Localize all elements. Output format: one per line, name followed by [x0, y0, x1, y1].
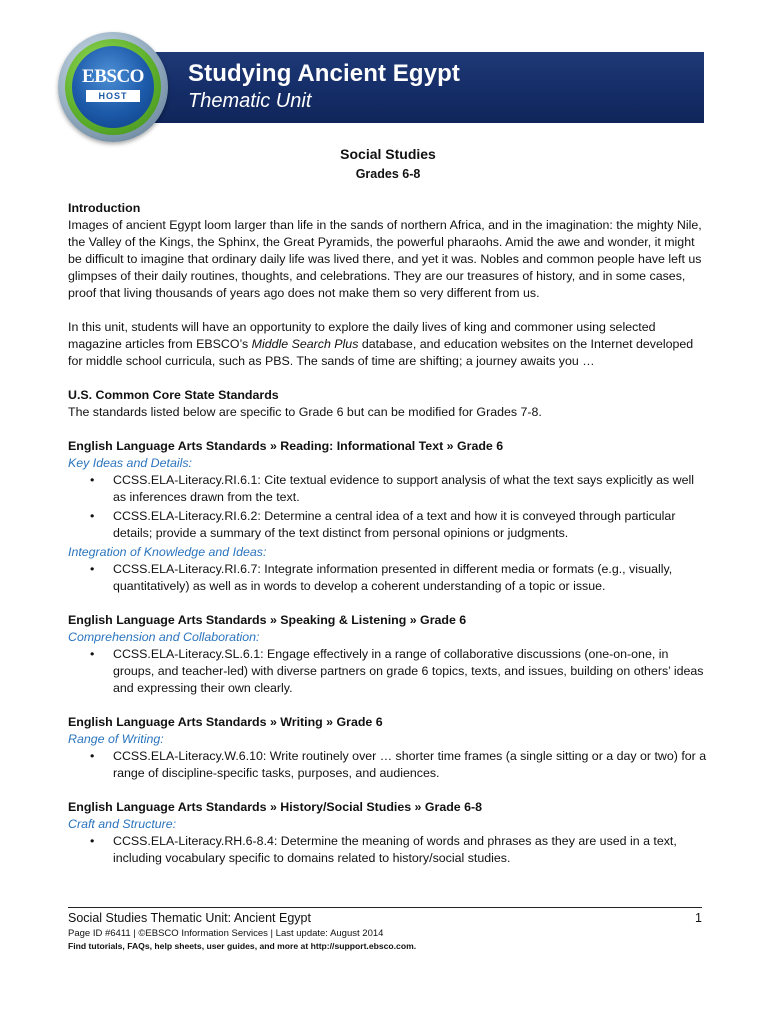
section-heading-writing: English Language Arts Standards » Writing » Grade 6	[68, 715, 383, 729]
intro-paragraph-2	[68, 319, 708, 370]
document-title: Studying Ancient Egypt	[188, 60, 460, 87]
grades-label: Grades 6-8	[355, 167, 421, 181]
standards-list	[68, 833, 708, 867]
intro-heading: Introduction	[68, 201, 141, 215]
standard-item: • CCSS.ELA-Literacy.RI.6.2: Determine a central idea of a text and how it is conveyed through particular details; provide a summary of the text distinct from personal opinions or judgments.	[113, 508, 708, 542]
subheading-comprehension: Comprehension and Collaboration:	[68, 630, 260, 644]
section-heading-reading: English Language Arts Standards » Reading: Informational Text » Grade 6	[68, 439, 504, 453]
document-subtitle: Thematic Unit	[188, 90, 312, 112]
subheading-range-of-writing: Range of Writing:	[68, 732, 164, 746]
standard-item: • CCSS.ELA-Literacy.SL.6.1: Engage effectively in a range of collaborative discussions (one-on-one, in groups, and teacher-led) with diverse partners on grade 6 topics, texts, and issues, building on others’ ideas and expressing their own clearly.	[113, 646, 708, 697]
database-name: Middle Search Plus	[251, 337, 359, 351]
standards-heading: U.S. Common Core State Standards	[68, 388, 279, 402]
intro-p2-text-b: database, and education websites on the Internet developed for middle school curricula, such as PBS. The sands of time are shifting; a journey awaits you …	[68, 337, 694, 368]
subheading-craft-structure: Craft and Structure:	[68, 817, 177, 831]
subject-title: Social Studies	[340, 146, 436, 162]
subheading-key-ideas: Key Ideas and Details:	[68, 456, 192, 470]
standards-intro: The standards listed below are specific to Grade 6 but can be modified for Grades 7-8.	[68, 405, 542, 419]
page-number: 1	[695, 911, 702, 925]
intro-paragraph-1: Images of ancient Egypt loom larger than life in the sands of northern Africa, and in the imagination: the mighty Nile, the Valley of the Kings, the Sphinx, the Great Pyramids, the powerful pharaohs. Amid the awe and wonder, it might be difficult to imagine that ordinary daily life was lived there, and yet it was. Nobles and common people have left us glimpses of their daily routines, thoughts, and celebrations. They are our treasures of history, and in some cases, proof that living thousands of years ago does not make them so very different from us.	[68, 218, 702, 300]
footer-unit-title: Social Studies Thematic Unit: Ancient Egypt	[68, 911, 311, 925]
footer-page-info: Page ID #6411 | ©EBSCO Information Services | Last update: August 2014	[68, 928, 384, 939]
standard-item: • CCSS.ELA-Literacy.RH.6-8.4: Determine the meaning of words and phrases as they are used in a text, including vocabulary specific to domains related to history/social studies.	[113, 833, 708, 867]
standard-item: • CCSS.ELA-Literacy.W.6.10: Write routinely over … shorter time frames (a single sitting or a day or two) for a range of discipline-specific tasks, purposes, and audiences.	[113, 748, 708, 782]
standard-item: • CCSS.ELA-Literacy.RI.6.1: Cite textual evidence to support analysis of what the text says explicitly as well as inferences drawn from the text.	[113, 472, 708, 506]
document-body	[68, 146, 708, 869]
footer-divider	[68, 907, 702, 908]
ebsco-host-logo	[58, 32, 168, 142]
logo-wordmark: EBSCO	[82, 66, 144, 87]
standard-item: • CCSS.ELA-Literacy.RI.6.7: Integrate information presented in different media or formats (e.g., visually, quantitatively) as well as in words to develop a coherent understanding of a topic or issue.	[113, 561, 708, 595]
standards-list	[68, 472, 708, 542]
intro-p2-text-a: In this unit, students will have an opportunity to explore the daily lives of king and commoner using selected magazine articles from EBSCO’s	[68, 320, 656, 351]
section-heading-history: English Language Arts Standards » History/Social Studies » Grade 6-8	[68, 800, 483, 814]
standards-list	[68, 561, 708, 595]
standards-list	[68, 646, 708, 697]
standards-list	[68, 748, 708, 782]
logo-host-label: HOST	[86, 90, 140, 102]
section-heading-speaking: English Language Arts Standards » Speaking & Listening » Grade 6	[68, 613, 467, 627]
document-header	[0, 0, 768, 150]
page-footer	[68, 907, 702, 951]
footer-title-row	[68, 911, 702, 925]
subheading-integration: Integration of Knowledge and Ideas:	[68, 545, 267, 559]
footer-support-link[interactable]: Find tutorials, FAQs, help sheets, user guides, and more at http://support.ebsco.com.	[68, 941, 417, 951]
